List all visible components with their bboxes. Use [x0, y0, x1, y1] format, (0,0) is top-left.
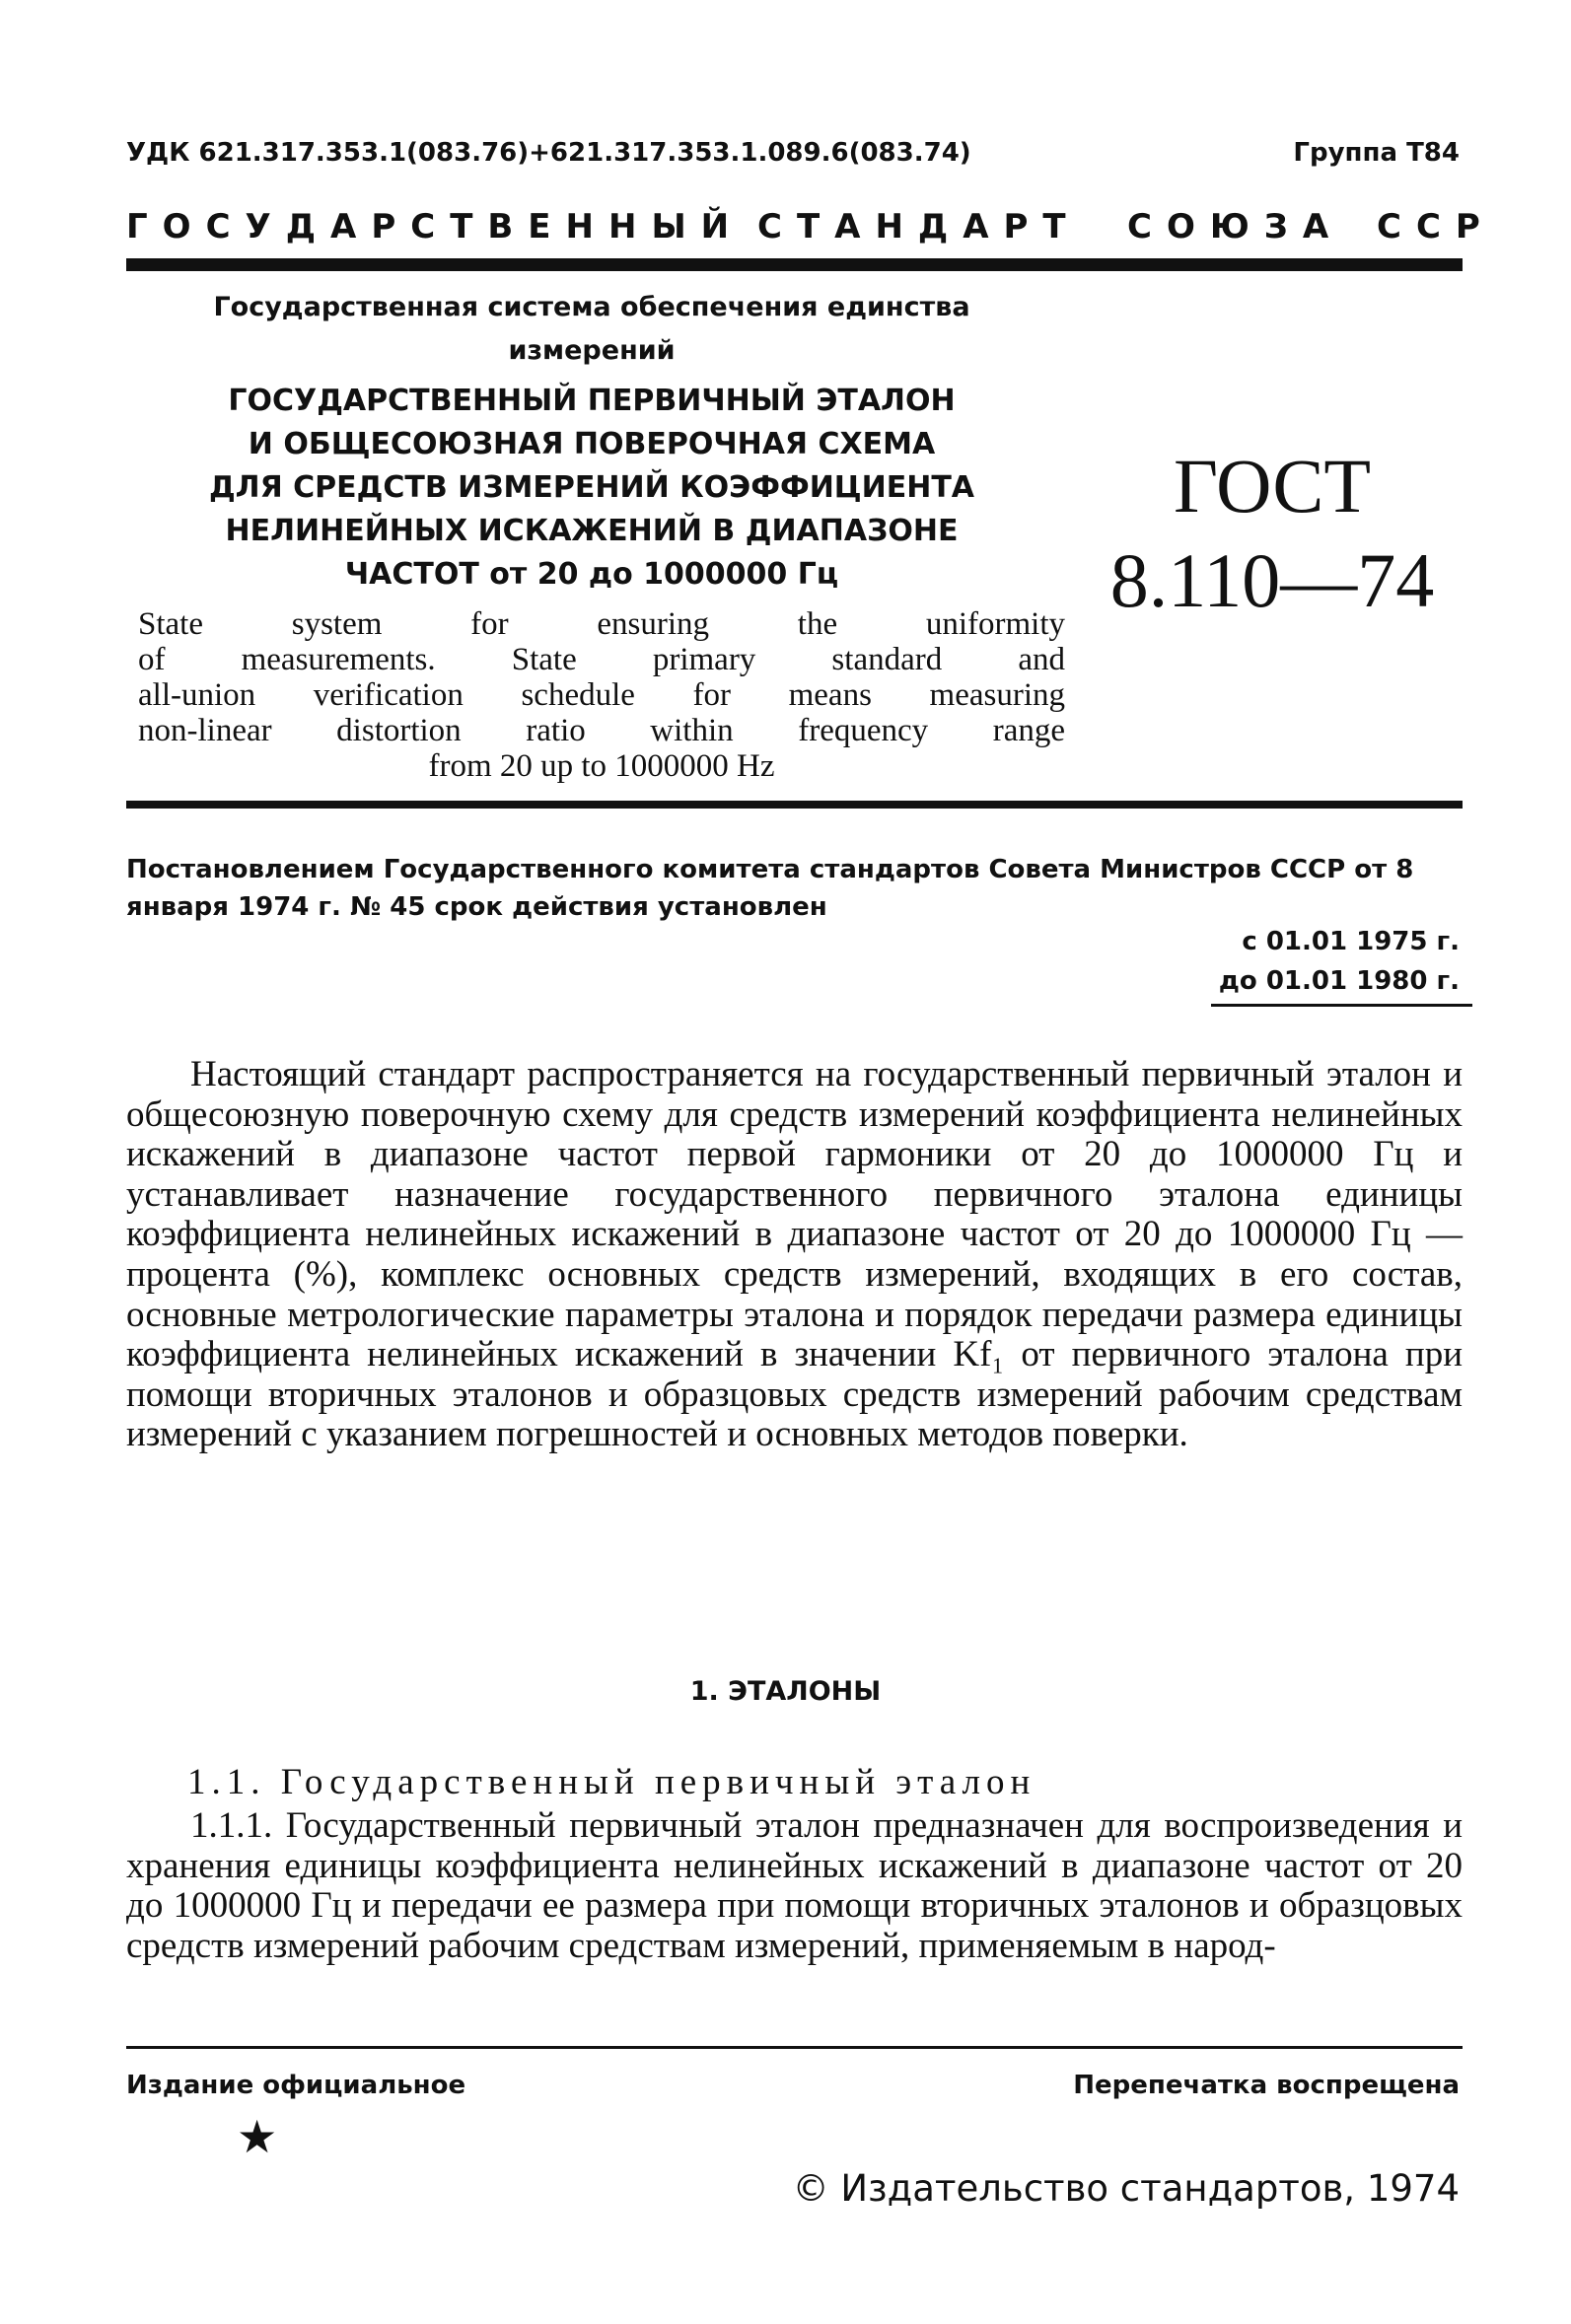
banner-word-standard: СТАНДАРТ	[757, 207, 1081, 246]
udk-code: УДК 621.317.353.1(083.76)+621.317.353.1.089.6(083.74)	[126, 138, 971, 168]
english-line: of measurements. State primary standard and	[138, 642, 1065, 677]
title-line: НЕЛИНЕЙНЫХ ИСКАЖЕНИЙ В ДИАПАЗОНЕ	[225, 514, 959, 548]
group-code: Группа Т84	[1293, 138, 1460, 168]
official-edition-label: Издание официальное	[126, 2071, 466, 2100]
paragraph-1-1-1: 1.1.1. Государственный первичный эталон предназначен для воспроизведения и хранения единицы коэффициента нелинейных искажений в диапазоне частот от 20 до 1000000 Гц и передачи ее размера при помощи вторичных эталонов и образцовых средств измерений рабочим средствам измерений, применяемым в народ-	[126, 1805, 1463, 1966]
header-rule	[126, 258, 1463, 271]
gost-label: ГОСТ	[1173, 443, 1372, 528]
footer-rule	[126, 2046, 1463, 2049]
system-line: измерений	[508, 335, 676, 366]
banner-word-union: СОЮЗА	[1127, 207, 1344, 246]
decree-text: Постановлением Государственного комитета стандартов Совета Министров СССР от 8 января 1974 г. № 45 срок действия установлен	[126, 855, 1414, 922]
english-line: State system for ensuring the uniformity	[138, 606, 1065, 642]
english-title	[138, 606, 1065, 784]
english-line: non-linear distortion ratio within frequency range	[138, 713, 1065, 748]
reprint-prohibited-label: Перепечатка воспрещена	[1073, 2071, 1460, 2100]
section-title: 1. ЭТАЛОНЫ	[689, 1676, 882, 1707]
gost-number: 8.110—74	[1109, 537, 1435, 623]
title-line: И ОБЩЕСОЮЗНАЯ ПОВЕРОЧНАЯ СХЕМА	[248, 427, 936, 461]
system-name	[187, 286, 996, 373]
intro-paragraph: Настоящий стандарт распространяется на государственный первичный эталон и общесоюзную поверочную схему для средств измерений коэффициента нелинейных искажений в диапазоне частот первой гармоники от 20 до 1000000 Гц и устанавливает назначение государственного первичного эталона единицы коэффициента нелинейных искажений в диапазоне частот от 20 до 1000000 Гц — процента (%), комплекс основных средств измерений, входящих в его состав, основные метрологические параметры эталона и порядок передачи размера единицы коэффициента нелинейных искажений в значении Kf₁ от первичного эталона при помощи вторичных эталонов и образцовых средств измерений рабочим средствам измерений с указанием погрешностей и основных методов поверки.	[126, 1054, 1463, 1455]
standard-banner	[126, 207, 1495, 246]
title-line: ДЛЯ СРЕДСТВ ИЗМЕРЕНИЙ КОЭФФИЦИЕНТА	[208, 470, 975, 505]
effective-to-date: до 01.01 1980 г.	[1218, 966, 1460, 996]
english-line: all-union verification schedule for means measuring	[138, 677, 1065, 713]
title-rule	[126, 801, 1463, 809]
banner-word-state: ГОСУДАРСТВЕННЫЙ	[126, 207, 745, 246]
document-title	[187, 380, 996, 597]
english-line: from 20 up to 1000000 Hz	[428, 748, 775, 784]
subsection-heading: 1.1. Государственный первичный эталон	[187, 1762, 1036, 1802]
title-line: ГОСУДАРСТВЕННЫЙ ПЕРВИЧНЫЙ ЭТАЛОН	[228, 384, 956, 418]
effective-from-date: с 01.01 1975 г.	[1242, 927, 1460, 956]
gost-designation	[1105, 439, 1440, 628]
date-underline	[1211, 1004, 1472, 1007]
system-line: Государственная система обеспечения единства	[213, 292, 970, 322]
banner-word-ussr: ССР	[1377, 207, 1495, 246]
star-icon: ★	[237, 2110, 278, 2163]
title-line: ЧАСТОТ от 20 до 1000000 Гц	[344, 557, 839, 592]
publisher-copyright: © Издательство стандартов, 1974	[792, 2167, 1460, 2210]
